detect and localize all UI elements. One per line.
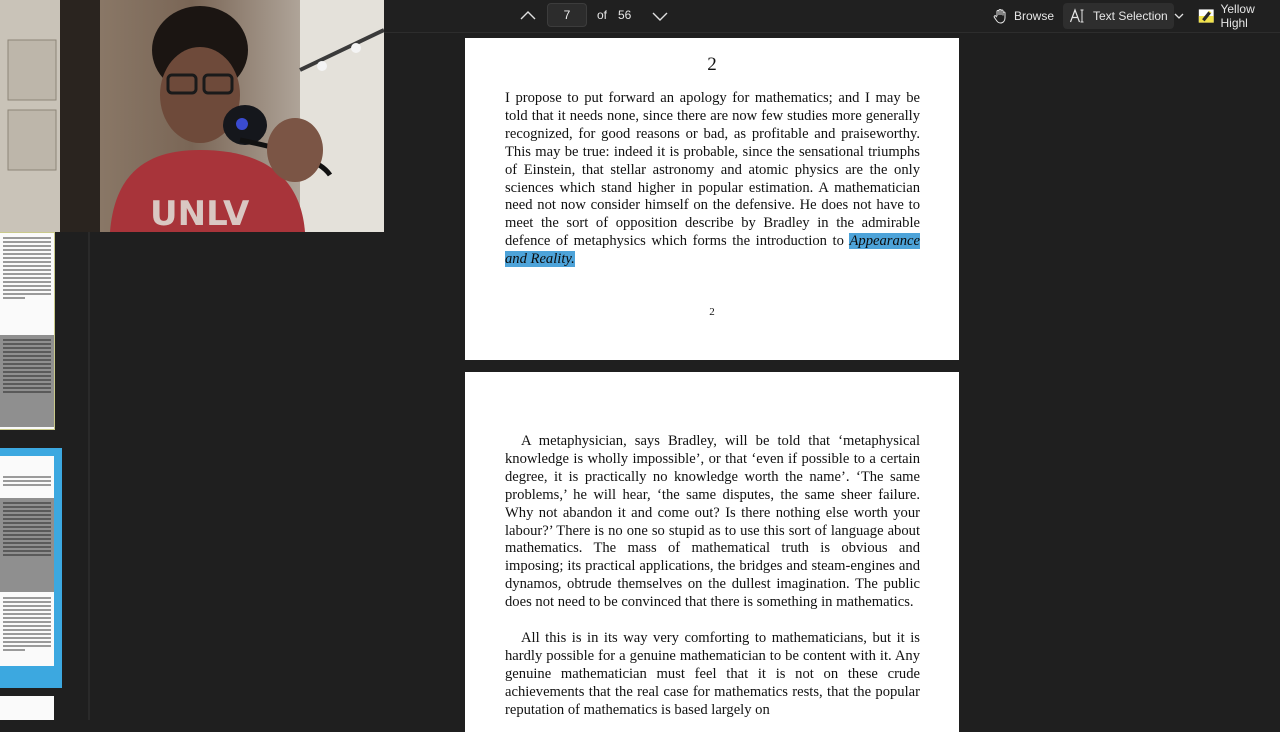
chevron-down-icon [1173, 10, 1185, 22]
document-page[interactable] [465, 372, 959, 732]
page-number-input[interactable] [547, 3, 587, 27]
previous-page-button[interactable] [516, 4, 540, 28]
page-footer-number: 2 [709, 306, 715, 318]
highlighter-icon [1198, 7, 1214, 25]
page-of-label: of [597, 8, 608, 22]
webcam-overlay [0, 0, 384, 232]
hand-icon [992, 8, 1008, 24]
page-thumbnail[interactable] [0, 696, 54, 720]
chevron-up-icon [517, 5, 539, 27]
document-page[interactable] [465, 38, 959, 360]
page-paragraph[interactable]: A metaphysician, says Bradley, will be told that ‘metaphysical knowledge is wholly impossible’, or that ‘even if possible to a certain degree, it is practically no knowledge worth the name’. ‘The same problems,’ he will hear, ‘the same disputes, the same sheer failure. Why not abandon it and come out? Is there nothing else worth your labour?’ There is no one so stupid as to use this sort of language about mathematics. The mass of mathematical truth is obvious and imposing; its practical applications, the bridges and steam-engines and dynamos, obtrude themselves on the dullest imagination. The public does not need to be convinced that there is something in mathematics. [505, 433, 920, 611]
text-selection-label: Text Selection [1093, 9, 1168, 23]
active-page-thumbnail-frame[interactable] [0, 448, 62, 688]
highlight-label: Yellow Highl [1220, 2, 1255, 30]
webcam-video-frame [0, 0, 384, 232]
next-page-button[interactable] [648, 4, 672, 28]
page-thumbnail[interactable] [0, 232, 55, 430]
page-paragraph[interactable] [505, 90, 920, 269]
paragraph-text[interactable]: I propose to put forward an apology for mathematics; and I may be told that it needs none, since there are now few studies more generally recognized, for good reasons or bad, as profitable and praiseworthy. This may be true: indeed it is probable, since the sensational triumphs of Einstein, that stellar astronomy and atomic physics are the only sciences which stand higher in popular estimation. A mathematician need not now consider himself on the defensive. He does not have to meet the sort of opposition describe by Bradley in the admirable defence of metaphysics which forms the introduction to [505, 90, 920, 250]
browse-label: Browse [1014, 9, 1055, 23]
browse-tool-button[interactable] [986, 3, 1060, 29]
selection-mode-dropdown[interactable] [1170, 4, 1188, 28]
page-paragraph[interactable]: All this is in its way very comforting to mathematicians, but it is hardly possible for a genuine mathematician to be content with it. Any genuine mathematician must feel that it is not on these crude achievements that the real case for mathematics rests, that the popular reputation of mathematics is based largely on [505, 630, 920, 718]
svg-text:UNLV: UNLV [150, 194, 250, 232]
total-pages-label: 56 [618, 8, 632, 22]
highlighted-text-selection[interactable]: Appearance and Reality. [505, 233, 920, 268]
text-selection-tool-button[interactable] [1063, 3, 1174, 29]
text-cursor-icon [1069, 8, 1087, 24]
chapter-number: 2 [707, 54, 717, 75]
highlight-tool-button[interactable] [1192, 3, 1280, 29]
active-page-thumbnail[interactable] [0, 456, 54, 666]
chevron-down-icon [649, 5, 671, 27]
